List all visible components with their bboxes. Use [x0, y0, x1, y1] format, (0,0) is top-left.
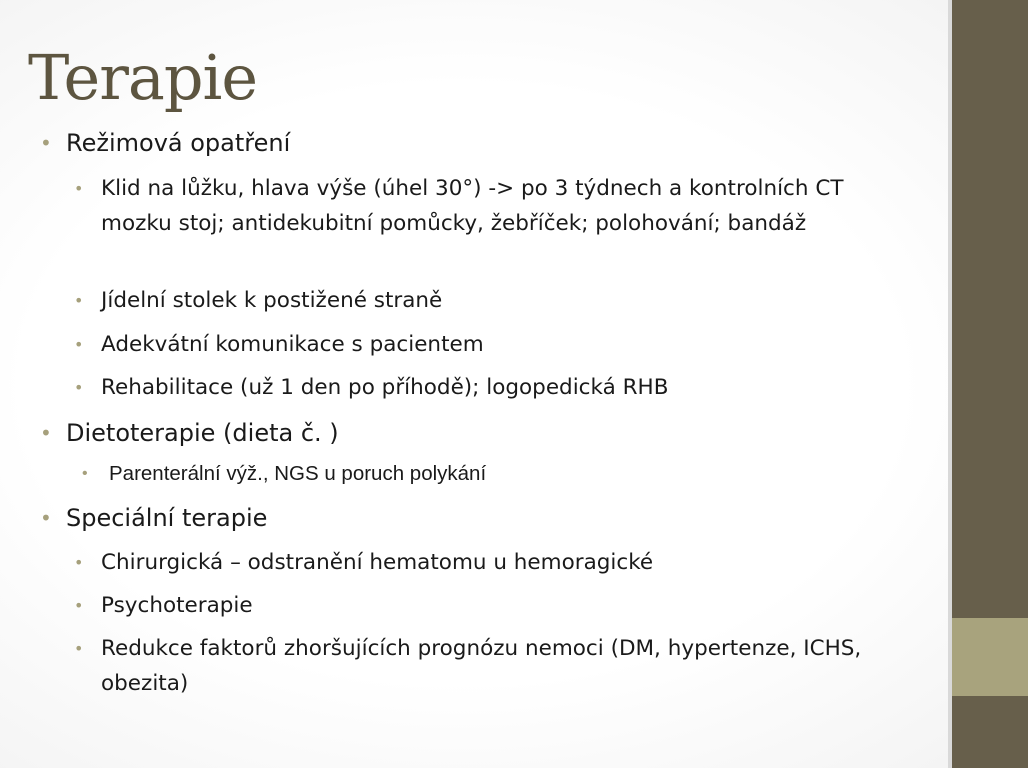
list-item-text: Jídelní stolek k postižené straně	[101, 288, 443, 313]
list-item-text: Psychoterapie	[101, 593, 253, 618]
section-label: Dietoterapie (dieta č. )	[66, 419, 339, 447]
bullet-icon: •	[74, 639, 84, 658]
bullet-icon: •	[40, 506, 52, 530]
list-item-text: Rehabilitace (už 1 den po příhodě); logopedická RHB	[101, 375, 669, 400]
list-item-text: Adekvátní komunikace s pacientem	[101, 332, 484, 357]
bullet-icon: •	[82, 465, 88, 482]
section-label: Režimová opatření	[66, 129, 291, 157]
section-specialni-terapie	[40, 503, 268, 533]
list-item	[74, 588, 891, 623]
bullet-icon: •	[74, 378, 84, 397]
list-item	[74, 283, 891, 318]
list-item	[82, 459, 487, 489]
bullet-icon: •	[74, 291, 84, 310]
list-item	[74, 327, 891, 362]
section-label: Speciální terapie	[66, 504, 268, 532]
bullet-icon: •	[74, 335, 84, 354]
bullet-icon: •	[40, 131, 52, 155]
list-item-text: Parenterální výž., NGS u poruch polykání	[109, 462, 487, 485]
list-item-text: Chirurgická – odstranění hematomu u hemoragické	[101, 550, 654, 575]
bullet-icon: •	[74, 596, 84, 615]
list-item	[74, 171, 891, 241]
bullet-icon: •	[74, 553, 84, 572]
section-rezimova-opatreni	[40, 128, 291, 158]
bullet-icon: •	[40, 421, 52, 445]
sidebar-accent-block	[952, 618, 1028, 696]
bullet-icon: •	[74, 179, 84, 198]
slide-title: Terapie	[28, 41, 258, 114]
list-item	[74, 370, 891, 405]
list-item-text: Klid na lůžku, hlava výše (úhel 30°) -> po 3 týdnech a kontrolních CT mozku stoj; antidekubitní pomůcky, žebříček; polohování; bandáž	[101, 176, 844, 236]
list-item	[74, 631, 891, 701]
section-dietoterapie	[40, 418, 339, 448]
list-item	[74, 545, 891, 580]
list-item-text: Redukce faktorů zhoršujících prognózu nemoci (DM, hypertenze, ICHS, obezita)	[101, 636, 862, 696]
